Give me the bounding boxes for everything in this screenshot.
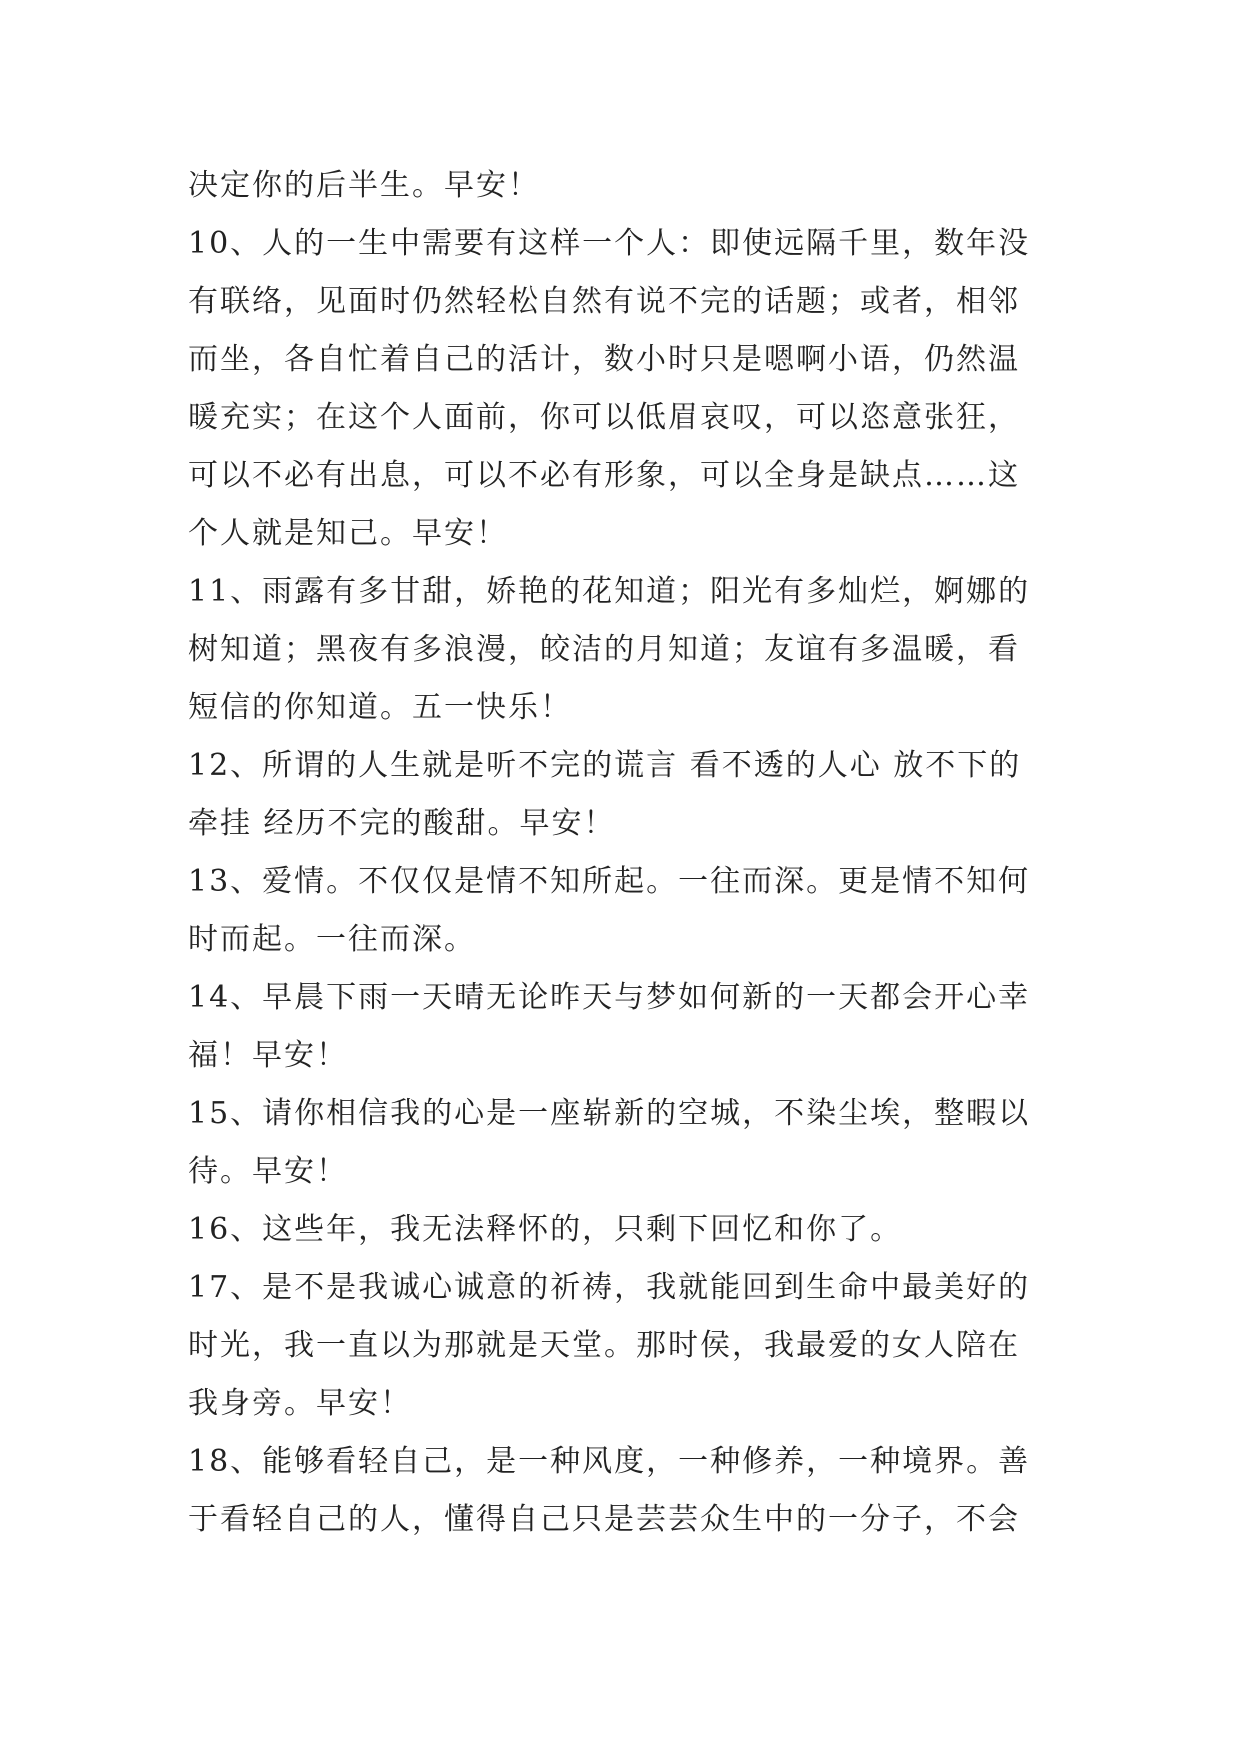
- text-line: 14、早晨下雨一天晴无论昨天与梦如何新的一天都会开心幸: [188, 980, 1031, 1015]
- text-line: 短信的你知道。五一快乐！: [188, 690, 572, 725]
- text-line: 17、是不是我诚心诚意的祈祷，我就能回到生命中最美好的: [188, 1270, 1031, 1305]
- text-line: 牵挂 经历不完的酸甜。早安！: [188, 806, 616, 841]
- text-line: 13、爱情。不仅仅是情不知所起。一往而深。更是情不知何: [188, 864, 1031, 899]
- text-line: 待。早安！: [188, 1154, 348, 1189]
- text-line: 福！早安！: [188, 1038, 348, 1073]
- document-body: [188, 157, 1058, 1549]
- text-line: 而坐，各自忙着自己的活计，数小时只是嗯啊小语，仍然温: [188, 342, 1020, 377]
- text-line: 15、请你相信我的心是一座崭新的空城，不染尘埃，整暇以: [188, 1096, 1031, 1131]
- text-line: 我身旁。早安！: [188, 1386, 412, 1421]
- text-line: 有联络，见面时仍然轻松自然有说不完的话题；或者，相邻: [188, 284, 1020, 319]
- text-line: 决定你的后半生。早安！: [188, 168, 540, 203]
- text-line: 时光，我一直以为那就是天堂。那时侯，我最爱的女人陪在: [188, 1328, 1020, 1363]
- text-line: 12、所谓的人生就是听不完的谎言 看不透的人心 放不下的: [188, 748, 1022, 783]
- text-line: 于看轻自己的人，懂得自己只是芸芸众生中的一分子，不会: [188, 1502, 1020, 1537]
- text-line: 可以不必有出息，可以不必有形象，可以全身是缺点……这: [188, 458, 1020, 493]
- text-line: 暖充实；在这个人面前，你可以低眉哀叹，可以恣意张狂，: [188, 400, 1020, 435]
- text-line: 16、这些年，我无法释怀的，只剩下回忆和你了。: [188, 1212, 903, 1247]
- text-line: 18、能够看轻自己，是一种风度，一种修养，一种境界。善: [188, 1444, 1031, 1479]
- text-line: 树知道；黑夜有多浪漫，皎洁的月知道；友谊有多温暖，看: [188, 632, 1020, 667]
- text-line: 10、人的一生中需要有这样一个人：即使远隔千里，数年没: [188, 226, 1031, 261]
- text-line: 个人就是知己。早安！: [188, 516, 508, 551]
- text-line: 时而起。一往而深。: [188, 922, 476, 957]
- text-line: 11、雨露有多甘甜，娇艳的花知道；阳光有多灿烂，婀娜的: [188, 574, 1031, 609]
